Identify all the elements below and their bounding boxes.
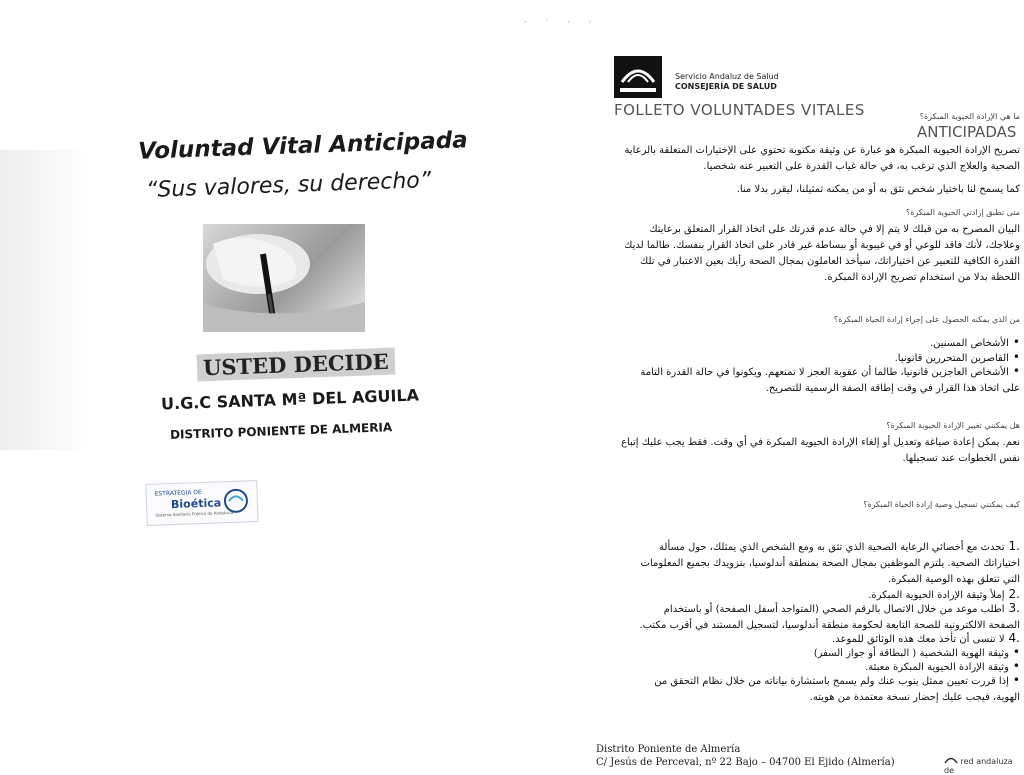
consejeria-name: CONSEJERÍA DE SALUD (675, 82, 777, 91)
question-3: من الذي يمكنه الحصول على إجراء إرادة الحياة المبكرة؟ (833, 315, 1020, 324)
scan-marks: · ˙ · · (524, 18, 600, 27)
numbered-item-4: .4لا تنسى أن تأخذ معك هذه الوثائق للموعد. (832, 631, 1020, 645)
motto: “Sus valores, su derecho” (145, 168, 432, 203)
bio-line1: ESTRATEGIA DE (154, 489, 202, 498)
footer-address: C/ Jesús de Perceval, nº 22 Bajo – 04700 El Ejido (Almería) (596, 757, 895, 768)
bio-sub: Sistema Sanitario Público de Andalucía (155, 509, 234, 518)
paragraph-2: كما يسمح لنا باختيار شخص نثق به أو من يمكنه تمثيلنا، ليقرر بدلا منا. (736, 184, 1020, 195)
question-1: ما هي الإرادة الحيوية المبكرة؟ (919, 112, 1020, 121)
bioetica-logo (145, 480, 258, 526)
numbered-item-1: .1تحدث مع أخصائي الرعاية الصحية الذي تثق به ومع الشخص الذي يمثلك، حول مسألة اختياراتك الصحية. يلتزم الموظفين بمجال الصحة بمنطقة أندلوسيا، بتزويدك بجميع المعلومات التي تتعلق بهذه الوصية المبكرة. (640, 539, 1020, 585)
bullet-item: •إذا قررت تعيين ممثل ينوب عنك ولم يسمح باستشارة بياناته من خلال نظام التحقق من الهوية، فيجب عليك إحضار نسخة معتمدة من هويته. (654, 673, 1020, 703)
district-name: DISTRITO PONIENTE DE ALMERIA (169, 420, 393, 442)
junta-andalucia-logo-icon (614, 56, 662, 98)
footer-district: Distrito Poniente de Almería (596, 744, 741, 755)
paragraph-4: نعم. يمكن إعادة صياغة وتعديل أو إلغاء الإرادة الحيوية المبكرة في أي وقت. فقط يجب عليك إتباع نفس الخطوات عند تسجيلها. (620, 437, 1020, 464)
bioetica-symbol-icon (220, 487, 251, 514)
paragraph-3: البيان المصرح به من قبلك لا يتم إلا في حالة عدم قدرتك على اتخاذ القرار المتعلق برعايتك وعلاجك، لأنك فاقد للوعي أو في غيبوبة أو ببساطة غير قادر على اتخاذ القرار بنفسك. طالما لديك القدرة الكافية للتعبير عن اختياراتك، سيأخذ العاملون بمجال الصحة رأيك بعين الاعتبار في تلك اللحظة بدلا من استخدام تصريح الإرادة المبكرة. (624, 224, 1020, 283)
bullet-item: •القاصرين المتحررين قانونيا. (894, 350, 1020, 364)
bullet-item: •الأشخاص العاجزين قانونيا، طالما أن عقوبة العجز لا تمنعهم. ويكونوا في حالة القدرة التامة على اتخاذ هذا القرار في وقت إطاقة الصفة الرسمية للتصريح. (640, 364, 1020, 394)
leaflet-title: FOLLETO VOLUNTADES VITALES (614, 101, 865, 119)
sas-name: Servicio Andaluz de Salud (675, 72, 779, 81)
hand-pen-photo (203, 224, 365, 332)
red-andaluza-logo: red andaluza de (944, 754, 1024, 775)
question-2: متى تطبق إرادتي الحيوية المبكرة؟ (905, 208, 1020, 217)
bullet-item: •وثيقة الإرادة الحيوية المبكرة معبئة. (865, 659, 1020, 673)
page-title: Voluntad Vital Anticipada (137, 127, 469, 165)
question-5: كيف يمكنني تسجيل وصية إرادة الحياة المبكرة؟ (863, 500, 1020, 509)
red-andaluza-icon (944, 754, 958, 764)
numbered-item-2: .2إملأ وثيقة الإرادة الحيوية المبكرة. (868, 587, 1020, 601)
paragraph-1: تصريح الإرادة الحيوية المبكرة هو عبارة عن وثيقة مكتوبة تحتوي على الإختيارات المتعلقة بالرعاية الصحية والعلاج الذي ترغب به، في حالة غياب القدرة على التعبير عنه شخصيا. (624, 145, 1020, 172)
leaflet-title-2: ANTICIPADAS (917, 123, 1017, 141)
numbered-item-3: .3اطلب موعد من خلال الاتصال بالرقم الصحي (المتواجد أسفل الصفحة) أو باستخدام الصفحة الالكترونية للصحة التابعة لحكومة منطقة أندلوسيا، لتسجيل المستند في أقرب مكتب. (639, 601, 1020, 631)
bio-line2: Bioética (170, 496, 222, 512)
ugc-name: U.G.C SANTA Mª DEL AGUILA (160, 385, 420, 414)
usted-decide-banner: USTED DECIDE (197, 348, 395, 382)
question-4: هل يمكنني تغيير الإرادة الحيوية المبكرة؟ (886, 421, 1020, 430)
bullet-item: •وثيقة الهوية الشخصية ( البطاقة أو جواز السفر) (813, 645, 1020, 659)
scan-shadow (0, 150, 90, 450)
bullet-item: •الأشخاص المسنين. (929, 335, 1020, 349)
